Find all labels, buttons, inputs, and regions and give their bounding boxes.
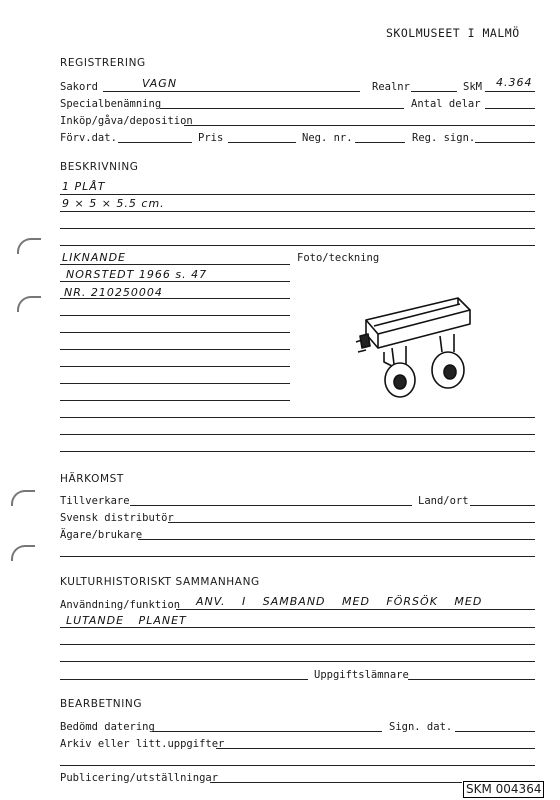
section-title-kultur: KULTURHISTORISKT SAMMANHANG [60,576,260,588]
anvandning-label: Användning/funktion [60,599,181,611]
agare-brukare-label: Ägare/brukare [60,529,143,541]
sign-dat-label: Sign. dat. [389,721,453,733]
note-rule[interactable] [60,332,290,333]
land-ort-line[interactable] [470,505,535,506]
note-rule[interactable] [60,298,290,299]
inkop-label: Inköp/gåva/deposition [60,115,193,127]
description-rule[interactable] [60,245,535,246]
sakord-label: Sakord [60,81,98,93]
note-rule[interactable] [60,264,290,265]
inkop-line[interactable] [184,125,535,126]
note-rule[interactable] [60,315,290,316]
description-line-2: 9 × 5 × 5.5 cm. [62,197,165,210]
skm-label: SkM [463,81,482,93]
forv-dat-label: Förv.dat. [60,132,117,144]
description-rule[interactable] [60,451,535,452]
bedomd-datering-label: Bedömd datering [60,721,155,733]
description-rule[interactable] [60,194,535,195]
pris-line[interactable] [228,142,296,143]
note-rule[interactable] [60,349,290,350]
description-rule[interactable] [60,417,535,418]
specialbenamning-label: Specialbenämning [60,98,162,110]
publicering-label: Publicering/utställningar [60,772,219,784]
description-rule[interactable] [60,434,535,435]
uppgiftslamnare-label: Uppgiftslämnare [314,669,409,681]
realnr-label: Realnr [372,81,410,93]
sakord-value: VAGN [142,77,178,90]
punch-hole [11,490,35,506]
tillverkare-label: Tillverkare [60,495,130,507]
bedomd-datering-line[interactable] [152,731,382,732]
section-title-harkomst: HÄRKOMST [60,473,124,485]
punch-hole [17,238,41,254]
note-line-3: NR. 210250004 [64,286,163,299]
kultur-rule[interactable] [60,644,535,645]
forv-dat-line[interactable] [118,142,192,143]
realnr-line[interactable] [411,91,457,92]
antal-delar-line[interactable] [485,108,535,109]
description-rule[interactable] [60,228,535,229]
tillverkare-line[interactable] [130,505,412,506]
anvandning-value-2: LUTANDE PLANET [66,614,187,627]
arkiv-label: Arkiv eller litt.uppgifter [60,738,225,750]
catalog-number-stamp: SKM 004364 [463,781,544,798]
anvandning-line[interactable] [176,609,535,610]
note-rule[interactable] [60,383,290,384]
punch-hole [11,545,35,561]
kultur-rule[interactable] [60,627,535,628]
neg-nr-label: Neg. nr. [302,132,353,144]
description-rule[interactable] [60,211,535,212]
note-line-1: LIKNANDE [62,251,126,264]
harkomst-rule[interactable] [60,556,535,557]
arkiv-line[interactable] [216,748,535,749]
note-rule[interactable] [60,366,290,367]
svensk-distributor-label: Svensk distributör [60,512,174,524]
note-line-2: NORSTEDT 1966 s. 47 [66,268,208,281]
punch-hole [17,296,41,312]
foto-teckning-label: Foto/teckning [297,252,380,264]
description-line-1: 1 PLÅT [62,180,106,193]
pris-label: Pris [198,132,224,144]
skm-value: 4.364 [496,76,533,89]
svensk-distributor-line[interactable] [168,522,535,523]
bearbetning-rule[interactable] [60,765,535,766]
land-ort-label: Land/ort [418,495,469,507]
note-rule[interactable] [60,400,290,401]
section-title-beskrivning: BESKRIVNING [60,161,139,173]
note-rule[interactable] [60,281,290,282]
neg-nr-line[interactable] [355,142,405,143]
reg-sign-label: Reg. sign. [412,132,476,144]
museum-name: SKOLMUSEET I MALMÖ [386,26,520,40]
reg-sign-line[interactable] [475,142,535,143]
section-title-registrering: REGISTRERING [60,57,146,69]
sakord-line[interactable] [103,91,360,92]
skm-line[interactable] [485,91,535,92]
kultur-rule[interactable] [60,679,308,680]
antal-delar-label: Antal delar [411,98,481,110]
kultur-rule[interactable] [60,661,535,662]
uppgiftslamnare-line[interactable] [408,679,535,680]
specialbenamning-line[interactable] [160,108,404,109]
agare-brukare-line[interactable] [138,539,535,540]
sign-dat-line[interactable] [455,731,535,732]
section-title-bearbetning: BEARBETNING [60,698,143,710]
anvandning-value-1: ANV. I SAMBAND MED FÖRSÖK MED [196,595,483,608]
cart-drawing-icon [348,290,478,408]
publicering-line[interactable] [210,782,462,783]
